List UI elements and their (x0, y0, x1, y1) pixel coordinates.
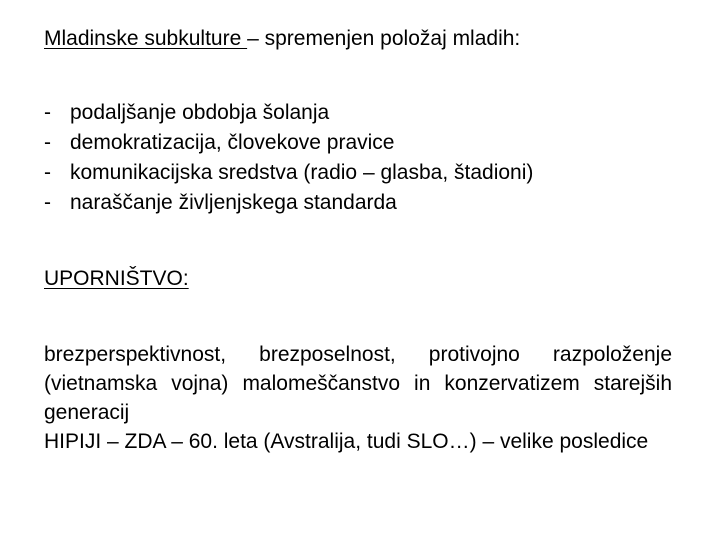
bullet-text: naraščanje življenjskega standarda (70, 191, 397, 214)
list-item (44, 128, 672, 158)
heading-rest-text: – spremenjen položaj mladih: (247, 27, 521, 50)
bullet-text: komunikacijska sredstva (radio – glasba, štadioni) (70, 161, 534, 184)
body-paragraph-hipiji: HIPIJI – ZDA – 60. leta (Avstralija, tudi SLO…) – velike posledice (44, 430, 649, 453)
section-title: UPORNIŠTVO: (44, 267, 189, 290)
bullet-dash: - (44, 101, 51, 124)
slide-content (44, 24, 672, 456)
bullet-text: demokratizacija, človekove pravice (70, 131, 395, 154)
bullet-text: podaljšanje obdobja šolanja (70, 101, 330, 124)
heading-underlined-text: Mladinske subkulture (44, 27, 248, 50)
body-paragraph: brezperspektivnost, brezposelnost, protivojno razpoloženje (vietnamska vojna) malomeščanstvo in konzervatizem starejših generacij (44, 343, 672, 424)
slide-heading (44, 24, 672, 54)
list-item (44, 158, 672, 188)
bullet-dash: - (44, 191, 51, 214)
bullet-dash: - (44, 161, 51, 184)
bullet-list (44, 98, 672, 218)
bullet-dash: - (44, 131, 51, 154)
list-item (44, 98, 672, 128)
list-item (44, 188, 672, 218)
